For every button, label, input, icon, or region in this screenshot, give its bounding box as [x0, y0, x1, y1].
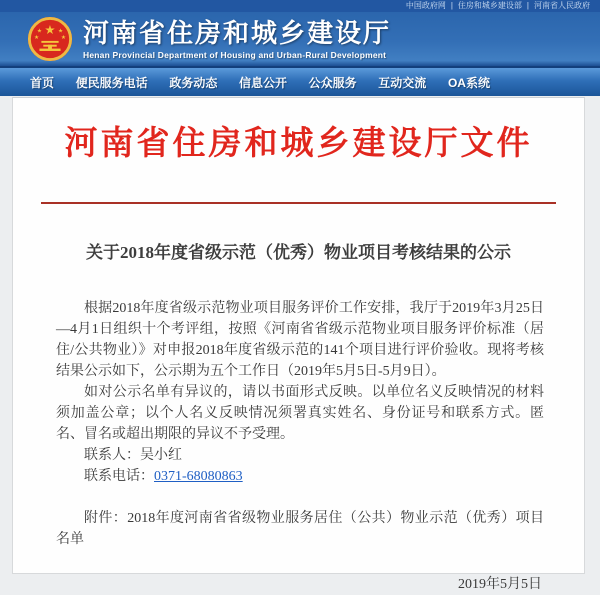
topbar-separator: | — [526, 1, 529, 10]
main-nav — [0, 66, 600, 96]
contact-person-value: 吴小红 — [140, 448, 182, 463]
svg-text:★: ★ — [34, 35, 40, 41]
document-body — [56, 298, 544, 595]
svg-text:★: ★ — [60, 35, 66, 41]
document-date: 2019年5月5日 — [458, 577, 542, 592]
paragraph: 根据2018年度省级示范物业项目服务评价工作安排，我厅于2019年3月25日—4月1日组织十个考评组，按照《河南省省级示范物业项目服务评价标准（居住/公共物业）》对申报2018年度省级示范的141个项目进行评价验收。现将考核结果公示如下，公示期为五个工作日（2019年5月5日-5月9日）。 — [56, 301, 544, 379]
nav-item-public-service[interactable]: 公众服务 — [308, 75, 357, 90]
attachment-line — [56, 508, 544, 550]
contact-person-line — [56, 445, 544, 466]
national-emblem-icon — [27, 16, 73, 62]
nav-item-interaction[interactable]: 互动交流 — [378, 75, 427, 90]
topbar-link-china-gov[interactable]: 中国政府网 — [405, 1, 446, 10]
page-background — [0, 96, 600, 592]
topbar-link-henan-gov[interactable]: 河南省人民政府 — [534, 1, 590, 10]
nav-item-gov-news[interactable]: 政务动态 — [169, 75, 218, 90]
contact-phone-label: 联系电话： — [84, 469, 154, 484]
site-subtitle: Henan Provincial Department of Housing and Urban-Rural Development — [83, 49, 387, 60]
document-card — [12, 97, 585, 592]
top-utility-bar — [0, 0, 600, 12]
attachment-label: 附件： — [84, 511, 128, 526]
paragraph: 如对公示名单有异议的，请以书面形式反映。以单位名义反映情况的材料须加盖公章；以个人名义反映情况须署真实姓名、身份证号和联系方式。匿名、冒名或超出期限的异议不予受理。 — [56, 385, 544, 442]
svg-text:★: ★ — [44, 23, 56, 38]
letterhead-divider — [41, 202, 556, 204]
nav-item-oa-system[interactable]: OA系统 — [447, 75, 490, 90]
contact-person-label: 联系人： — [84, 448, 140, 463]
svg-text:★: ★ — [36, 28, 43, 35]
svg-text:★: ★ — [57, 28, 64, 35]
attachment-title: 2018年度河南省省级物业服务居住（公共）物业示范（优秀）项目名单 — [56, 511, 545, 547]
topbar-link-mohurd[interactable]: 住房和城乡建设部 — [457, 1, 522, 10]
site-header — [0, 12, 600, 66]
nav-item-home[interactable]: 首页 — [30, 75, 55, 90]
topbar-separator: | — [450, 1, 453, 10]
site-title: 河南省住房和城乡建设厅 — [83, 17, 392, 48]
contact-phone-link[interactable]: 0371-68080863 — [154, 469, 243, 484]
document-letterhead: 河南省住房和城乡建设厅文件 — [64, 126, 533, 162]
document-title: 关于2018年度省级示范（优秀）物业项目考核结果的公示 — [86, 243, 511, 262]
nav-item-service-phone[interactable]: 便民服务电话 — [75, 75, 148, 90]
nav-item-info-disclosure[interactable]: 信息公开 — [238, 75, 287, 90]
contact-phone-line — [56, 466, 544, 487]
